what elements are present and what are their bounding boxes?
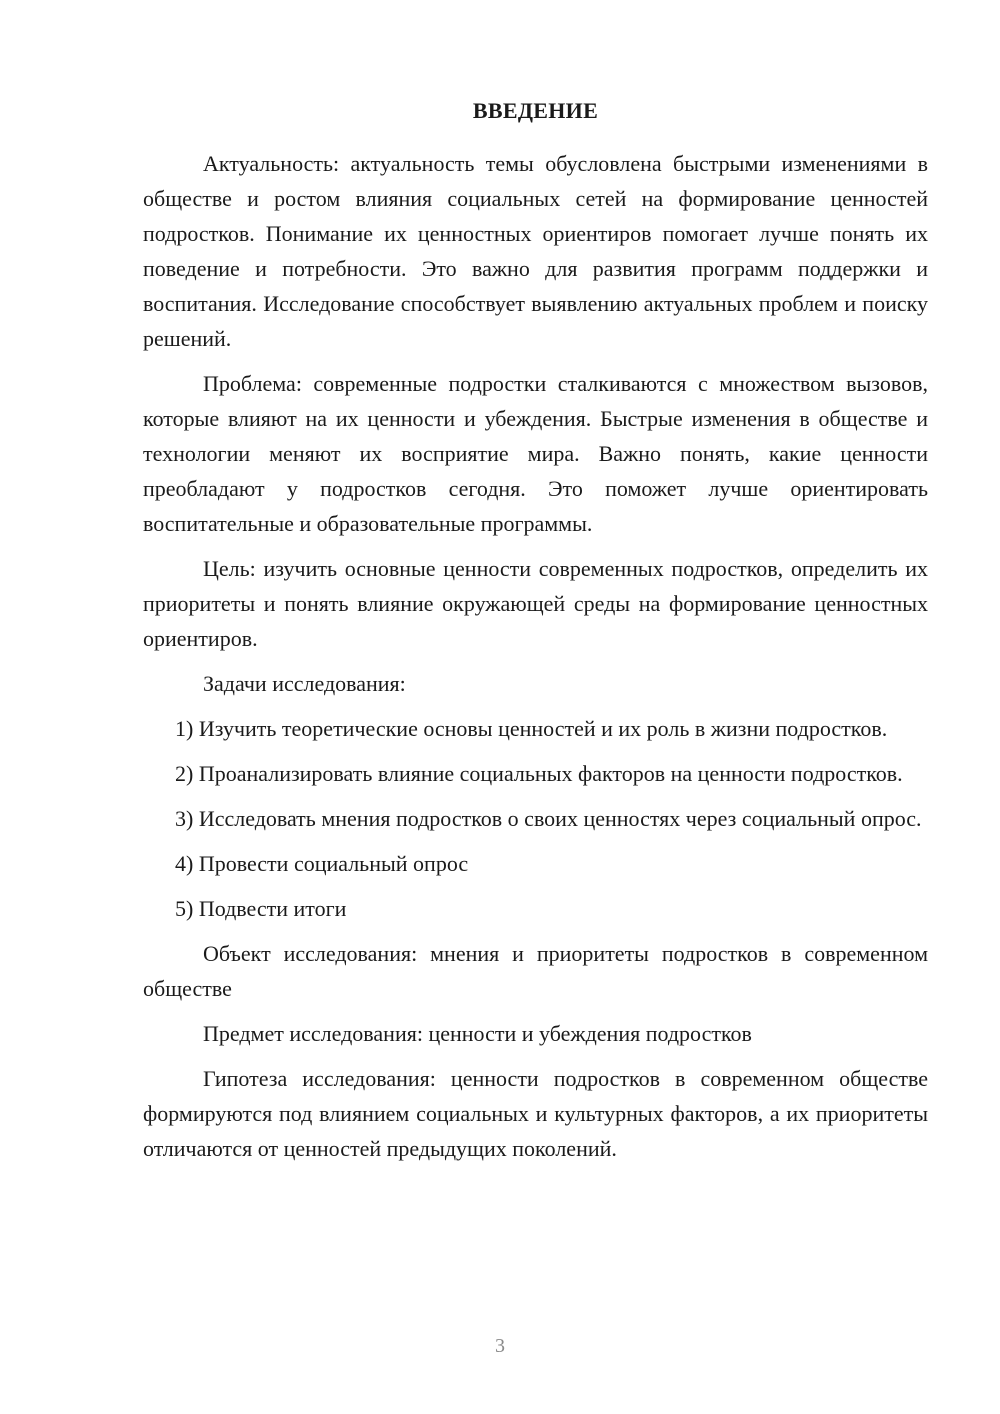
page-number: 3 — [495, 1335, 505, 1357]
section-title: ВВЕДЕНИЕ — [472, 98, 599, 123]
paragraph-subject: Предмет исследования: ценности и убеждения подростков — [203, 1021, 752, 1046]
paragraph-object: Объект исследования: мнения и приоритеты подростков в современном обществе — [143, 941, 928, 1001]
paragraph-relevance: Актуальность: актуальность темы обусловлена быстрыми изменениями в обществе и ростом влияния социальных сетей на формирование ценностей подростков. Понимание их ценностных ориентиров помогает лучше понять их поведение и потребности. Это важно для развития программ поддержки и воспитания. Исследование способствует выявлению актуальных проблем и поиску решений. — [143, 151, 928, 351]
task-item: 4) Провести социальный опрос — [175, 851, 469, 876]
paragraph-goal: Цель: изучить основные ценности современных подростков, определить их приоритеты и понять влияние окружающей среды на формирование ценностных ориентиров. — [143, 556, 928, 651]
document-page — [143, 96, 928, 1176]
task-item: 1) Изучить теоретические основы ценностей и их роль в жизни подростков. — [175, 716, 888, 741]
task-item: 5) Подвести итоги — [175, 896, 347, 921]
tasks-heading: Задачи исследования: — [203, 671, 406, 696]
paragraph-hypothesis: Гипотеза исследования: ценности подростков в современном обществе формируются под влиянием социальных и культурных факторов, а их приоритеты отличаются от ценностей предыдущих поколений. — [143, 1066, 928, 1161]
task-item: 3) Исследовать мнения подростков о своих ценностях через социальный опрос. — [175, 806, 922, 831]
task-item: 2) Проанализировать влияние социальных факторов на ценности подростков. — [175, 761, 903, 786]
paragraph-problem: Проблема: современные подростки сталкиваются с множеством вызовов, которые влияют на их ценности и убеждения. Быстрые изменения в обществе и технологии меняют их восприятие мира. Важно понять, какие ценности преобладают у подростков сегодня. Это поможет лучше ориентировать воспитательные и образовательные программы. — [143, 371, 928, 536]
